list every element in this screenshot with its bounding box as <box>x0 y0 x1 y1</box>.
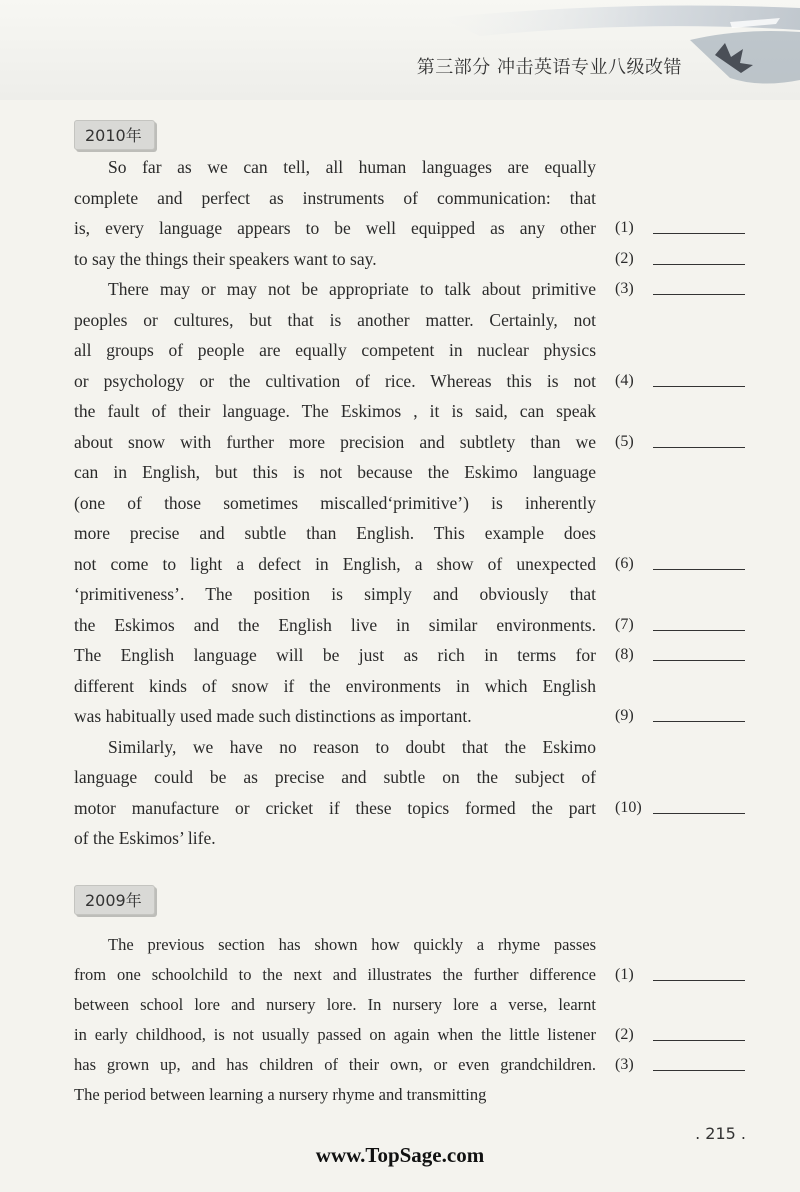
blank-underline <box>653 629 745 631</box>
blank-underline <box>653 263 745 265</box>
line-text: to say the things their speakers want to say. <box>74 248 377 269</box>
answer-blank[interactable] <box>615 610 745 641</box>
blank-number: (3) <box>615 1056 634 1073</box>
passage-line <box>74 396 744 427</box>
line-text: between school lore and nursery lore. In nursery lore a verse, learnt <box>74 995 596 1014</box>
blank-underline <box>653 568 745 570</box>
passage-line <box>74 732 744 763</box>
passage-line <box>74 579 744 610</box>
passage-line <box>74 457 744 488</box>
blank-underline <box>653 1039 745 1041</box>
blank-number: (5) <box>615 432 634 450</box>
line-text: different kinds of snow if the environments in which English <box>74 675 596 696</box>
line-text: about snow with further more precision and subtlety than we <box>74 431 596 452</box>
passage-line <box>74 1080 744 1110</box>
line-text: the fault of their language. The Eskimos , it is said, can speak <box>74 401 596 421</box>
line-text: the Eskimos and the English live in similar environments. <box>74 614 596 635</box>
passage-line <box>74 335 744 366</box>
blank-underline <box>653 385 745 387</box>
answer-blank[interactable] <box>615 244 745 275</box>
passage-line <box>74 640 744 671</box>
line-text: peoples or cultures, but that is another matter. Certainly, not <box>74 309 596 330</box>
line-text: ‘primitiveness’. The position is simply and obviously that <box>74 584 596 604</box>
passage-line <box>74 610 744 641</box>
line-text: in early childhood, is not usually passed on again when the little listener <box>74 1025 596 1044</box>
passage-line <box>74 488 744 519</box>
line-text: motor manufacture or cricket if these topics formed the part <box>74 797 596 818</box>
blank-number: (10) <box>615 798 642 816</box>
answer-blank[interactable] <box>615 960 745 990</box>
passage-line <box>74 366 744 397</box>
running-header-title: 第三部分 冲击英语专业八级改错 <box>416 57 682 78</box>
year-badge-2010: 2010年 <box>74 120 155 150</box>
line-text: The English language will be just as rich in terms for <box>74 645 596 665</box>
line-text: Similarly, we have no reason to doubt that the Eskimo <box>108 736 596 757</box>
passage-line <box>74 549 744 580</box>
passage-line <box>74 960 744 990</box>
line-text: can in English, but this is not because the Eskimo language <box>74 462 596 482</box>
answer-blank[interactable] <box>615 427 745 458</box>
line-text: (one of those sometimes miscalled‘primitive’) is inherently <box>74 492 596 513</box>
footer-url: www.TopSage.com <box>315 1143 485 1167</box>
passage-line <box>74 213 744 244</box>
blank-number: (2) <box>615 1026 634 1043</box>
blank-number: (1) <box>615 966 634 983</box>
line-text: more precise and subtle than English. This example does <box>74 523 596 543</box>
passage-line <box>74 671 744 702</box>
blank-underline <box>653 812 745 814</box>
passage-line <box>74 183 744 214</box>
line-text: language could be as precise and subtle on the subject of <box>74 767 596 787</box>
passage-line <box>74 823 744 854</box>
blank-underline <box>653 659 745 661</box>
passage-line <box>74 762 744 793</box>
passage-line <box>74 990 744 1020</box>
passage-line <box>74 427 744 458</box>
passage-line <box>74 793 744 824</box>
passage-2010 <box>74 152 744 854</box>
passage-line <box>74 1020 744 1050</box>
passage-line <box>74 701 744 732</box>
answer-blank[interactable] <box>615 1020 745 1050</box>
answer-blank[interactable] <box>615 213 745 244</box>
blank-number: (6) <box>615 554 634 572</box>
answer-blank[interactable] <box>615 549 745 580</box>
answer-blank[interactable] <box>615 793 745 824</box>
blank-number: (9) <box>615 707 634 724</box>
blank-number: (8) <box>615 646 634 663</box>
line-text: not come to light a defect in English, a show of unexpected <box>74 553 596 574</box>
blank-number: (3) <box>615 280 634 297</box>
line-text: or psychology or the cultivation of rice. Whereas this is not <box>74 370 596 391</box>
answer-blank[interactable] <box>615 701 745 732</box>
answer-blank[interactable] <box>615 274 745 305</box>
passage-line <box>74 244 744 275</box>
passage-line <box>74 305 744 336</box>
blank-underline <box>653 293 745 295</box>
blank-number: (2) <box>615 249 634 267</box>
blank-number: (7) <box>615 615 634 633</box>
blank-underline <box>653 232 745 234</box>
line-text: So far as we can tell, all human languages are equally <box>108 157 596 177</box>
passage-line <box>74 152 744 183</box>
line-text: from one schoolchild to the next and illustrates the further difference <box>74 965 596 984</box>
blank-underline <box>653 720 745 722</box>
passage-line <box>74 930 744 960</box>
answer-blank[interactable] <box>615 366 745 397</box>
blank-underline <box>653 446 745 448</box>
passage-line <box>74 518 744 549</box>
line-text: There may or may not be appropriate to talk about primitive <box>108 279 596 299</box>
blank-number: (1) <box>615 219 634 236</box>
line-text: The period between learning a nursery rhyme and transmitting <box>74 1085 487 1104</box>
answer-blank[interactable] <box>615 1050 745 1080</box>
line-text: is, every language appears to be well equipped as any other <box>74 218 596 238</box>
page-number: . 215 . <box>695 1124 746 1143</box>
blank-underline <box>653 1069 745 1071</box>
passage-line <box>74 1050 744 1080</box>
blank-underline <box>653 979 745 981</box>
passage-2009 <box>74 930 744 1110</box>
line-text: all groups of people are equally competent in nuclear physics <box>74 340 596 360</box>
line-text: has grown up, and has children of their own, or even grandchildren. <box>74 1055 596 1074</box>
line-text: The previous section has shown how quickly a rhyme passes <box>108 935 596 954</box>
passage-line <box>74 274 744 305</box>
answer-blank[interactable] <box>615 640 745 671</box>
line-text: was habitually used made such distinctions as important. <box>74 706 472 726</box>
line-text: complete and perfect as instruments of communication: that <box>74 187 596 208</box>
line-text: of the Eskimos’ life. <box>74 828 216 848</box>
blank-number: (4) <box>615 371 634 389</box>
year-badge-2009: 2009年 <box>74 885 155 915</box>
